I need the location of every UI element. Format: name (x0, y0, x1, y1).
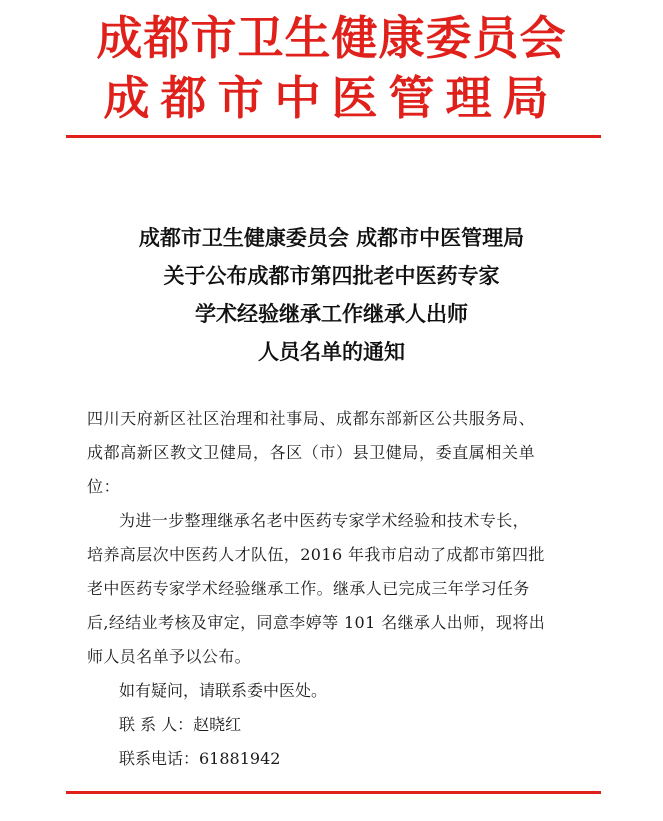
masthead-line-tcm-bureau: 成都市中医管理局 (103, 71, 560, 125)
title-line-4: 人员名单的通知 (258, 340, 405, 364)
masthead-line-health-commission: 成都市卫生健康委员会 (96, 11, 567, 65)
paragraph-line-5: 师人员名单予以公布。 (87, 647, 252, 666)
masthead-red-rule (66, 135, 601, 138)
footer-red-rule (66, 791, 601, 794)
addressee-line-3: 位： (87, 477, 121, 496)
masthead (0, 10, 663, 126)
addressee (87, 402, 582, 504)
addressee-line-1: 四川天府新区社区治理和社事局、成都东部新区公共服务局、 (87, 409, 536, 428)
inquiry-note: 如有疑问，请联系委中医处。 (119, 681, 328, 700)
contact-person: 联 系 人：赵晓红 (119, 715, 242, 734)
title-line-3: 学术经验继承工作继承人出师 (195, 302, 468, 326)
document-body (87, 402, 582, 776)
title-line-1: 成都市卫生健康委员会 成都市中医管理局 (138, 226, 525, 250)
paragraph-line-4: 后,经结业考核及审定，同意李婷等 101 名继承人出师，现将出 (87, 613, 546, 632)
paragraph-line-3: 老中医药专家学术经验继承工作。继承人已完成三年学习任务 (87, 579, 530, 598)
main-paragraph (87, 504, 582, 674)
title-line-2: 关于公布成都市第四批老中医药专家 (163, 264, 500, 288)
paragraph-line-2: 培养高层次中医药人才队伍，2016 年我市启动了成都市第四批 (87, 545, 545, 564)
paragraph-line-1: 为进一步整理继承名老中医药专家学术经验和技术专长， (119, 511, 530, 530)
contact-phone: 联系电话：61881942 (119, 749, 281, 768)
addressee-line-2: 成都高新区教文卫健局，各区（市）县卫健局，委直属相关单 (87, 443, 536, 462)
document-title (0, 219, 663, 371)
